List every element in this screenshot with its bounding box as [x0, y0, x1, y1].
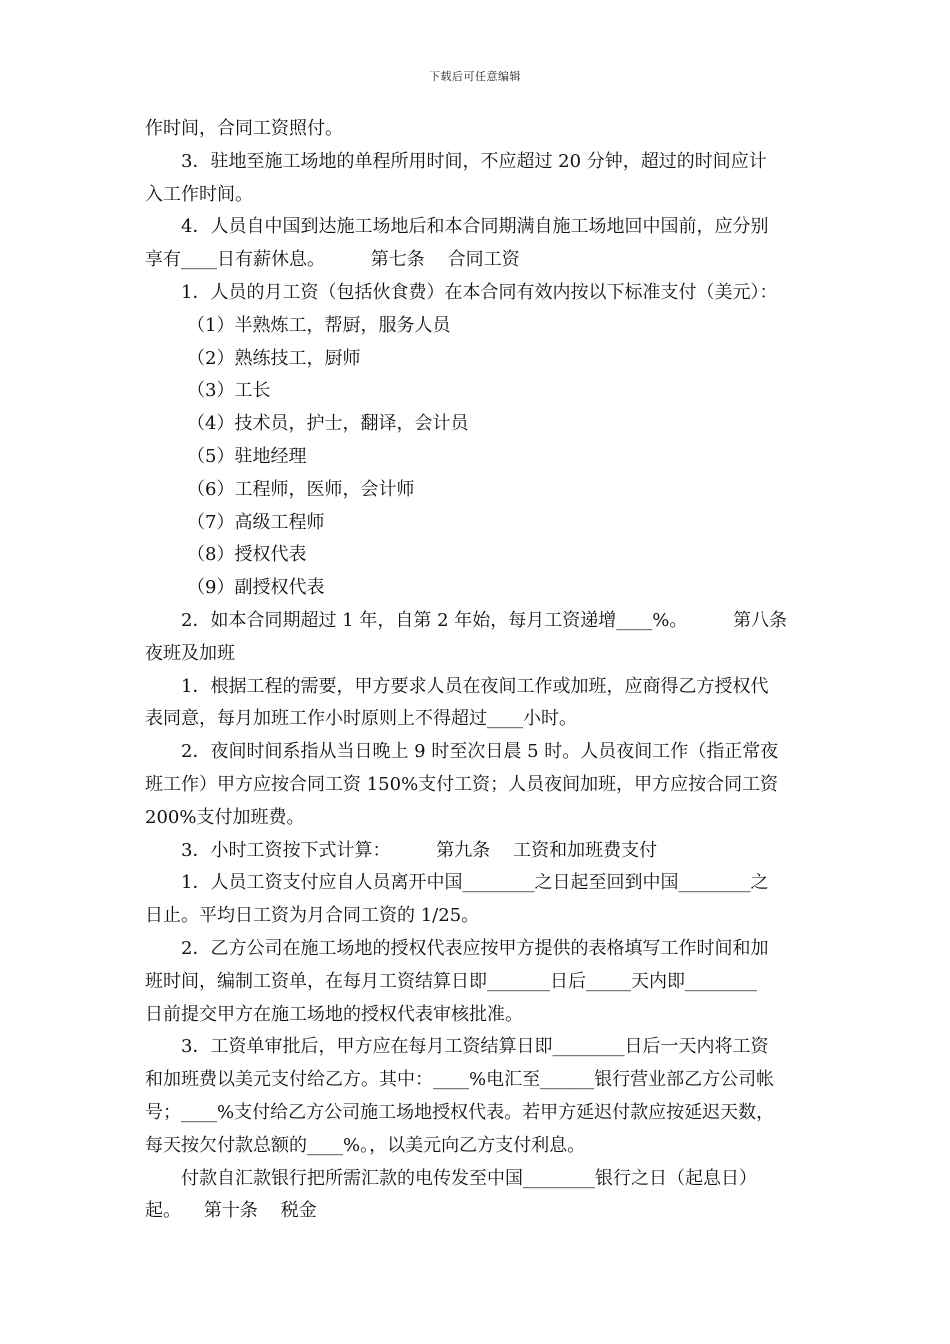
text-line: 作时间，合同工资照付。	[145, 118, 343, 139]
list-item: （7）高级工程师	[187, 511, 325, 533]
page-header-note: 下载后可任意编辑	[429, 70, 521, 83]
list-item: （1）半熟炼工，帮厨，服务人员	[187, 314, 451, 336]
text-line: 200%支付加班费。	[145, 806, 305, 828]
text-line: 日前提交甲方在施工场地的授权代表审核批准。	[145, 1003, 523, 1025]
list-item: （5）驻地经理	[187, 445, 307, 467]
list-item: （6）工程师，医师，会计师	[187, 478, 415, 500]
text-line: 2．如本合同期超过 1 年，自第 2 年始，每月工资递增____%。 第八条	[181, 609, 788, 631]
text-line: 4．人员自中国到达施工场地后和本合同期满自施工场地回中国前，应分别	[181, 216, 769, 238]
text-line: 3．工资单审批后，甲方应在每月工资结算日即________日后一天内将工资	[181, 1036, 769, 1058]
text-line: 付款自汇款银行把所需汇款的电传发至中国________银行之日（起息日）	[181, 1167, 757, 1189]
list-item: （2）熟练技工，厨师	[187, 347, 361, 369]
document-body	[145, 113, 813, 1228]
text-line: 班工作）甲方应按合同工资 150%支付工资；人员夜间加班，甲方应按合同工资	[145, 773, 779, 795]
text-line: 1．根据工程的需要，甲方要求人员在夜间工作或加班，应商得乙方授权代	[181, 675, 769, 697]
list-item: （8）授权代表	[187, 544, 307, 566]
list-item: （4）技术员，护士，翻译，会计员	[187, 413, 469, 435]
list-item: （3）工长	[187, 380, 271, 402]
text-line: 2．乙方公司在施工场地的授权代表应按甲方提供的表格填写工作时间和加	[181, 937, 769, 959]
text-line: 享有____日有薪休息。 第七条 合同工资	[145, 249, 520, 271]
text-line: 日止。平均日工资为月合同工资的 1/25。	[145, 905, 480, 927]
text-line: 号；____%支付给乙方公司施工场地授权代表。若甲方延迟付款应按延迟天数，	[145, 1101, 775, 1123]
text-line: 1．人员的月工资（包括伙食费）在本合同有效内按以下标准支付（美元）：	[181, 281, 778, 303]
text-line: 夜班及加班	[145, 642, 235, 664]
text-line: 3．驻地至施工场地的单程所用时间，不应超过 20 分钟，超过的时间应计	[181, 150, 767, 172]
text-line: 起。 第十条 税金	[145, 1200, 317, 1222]
text-line: 表同意，每月加班工作小时原则上不得超过____小时。	[145, 708, 577, 730]
text-line: 班时间，编制工资单，在每月工资结算日即_______日后_____天内即________	[145, 970, 757, 992]
text-line: 每天按欠付款总额的____%。，以美元向乙方支付利息。	[145, 1134, 586, 1156]
text-line: 1．人员工资支付应自人员离开中国________之日起至回到中国________之	[181, 872, 769, 894]
text-line: 入工作时间。	[145, 183, 253, 205]
text-line: 3．小时工资按下式计算： 第九条 工资和加班费支付	[181, 839, 658, 861]
list-item: （9）副授权代表	[187, 577, 325, 599]
text-line: 2．夜间时间系指从当日晚上 9 时至次日晨 5 时。人员夜间工作（指正常夜	[181, 741, 779, 763]
text-line: 和加班费以美元支付给乙方。其中：____%电汇至______银行营业部乙方公司帐	[145, 1069, 775, 1091]
